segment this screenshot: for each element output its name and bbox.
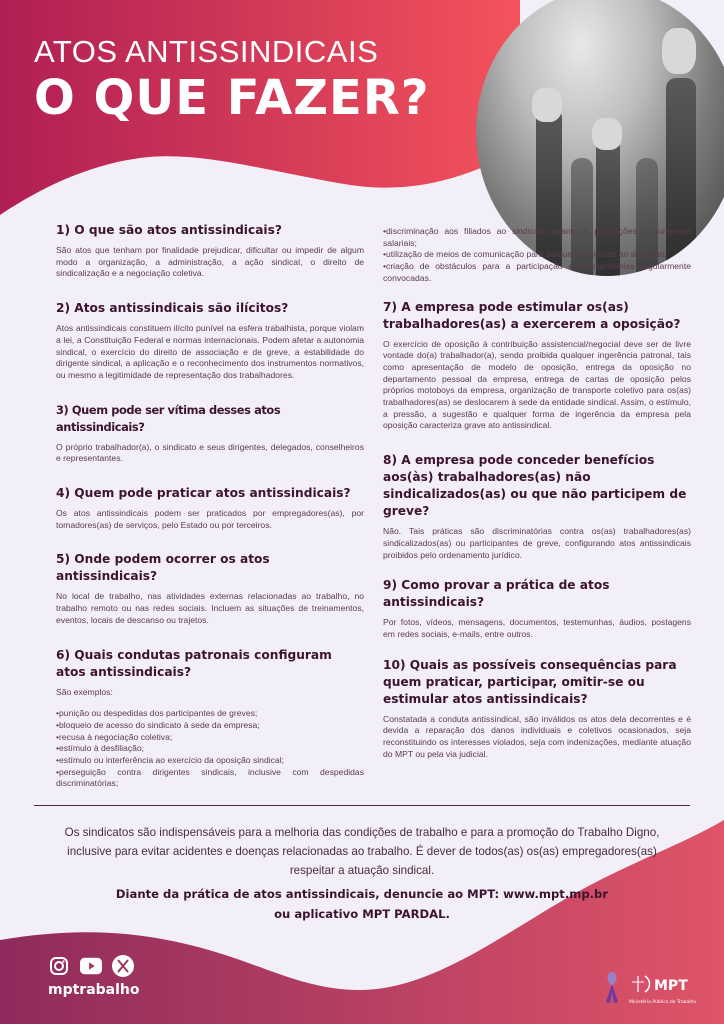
- faq-section-8: [383, 452, 691, 561]
- faq-question: 3) Quem pode ser vítima desses atos antissindicais?: [56, 402, 281, 434]
- faq-section-10: [383, 657, 691, 761]
- logo-text: MPT: [654, 978, 688, 994]
- faq-question: 10) Quais as possíveis consequências para quem praticar, participar, omitir-se ou estimular atos antissindicais?: [383, 657, 677, 706]
- faq-section-9: [383, 577, 691, 640]
- faq-question: 1) O que são atos antissindicais?: [56, 223, 282, 237]
- x-icon[interactable]: [112, 955, 134, 977]
- closing-text: Os sindicatos são indispensáveis para a melhoria das condições de trabalho e para a promoção do Trabalho Digno, inclusive para evitar acidentes e doenças relacionadas ao trabalho. É dever de todos(as) os(as) empregadores(as) respeitar a atuação sindical.: [64, 826, 660, 877]
- faq-question: 6) Quais condutas patronais configuram atos antissindicais?: [56, 647, 332, 679]
- ribbon-icon: [605, 970, 619, 1009]
- footer-logos: [605, 970, 696, 1009]
- cta-line-1: Diante da prática de atos antissindicais, denuncie ao MPT: www.mpt.mp.br: [115, 887, 609, 901]
- list-item: • discriminação aos filiados ao sindicato quanto a promoções e aumentos salariais;: [383, 226, 691, 249]
- examples-list: [56, 708, 364, 790]
- list-item: • punição ou despedidas dos participantes de greves;: [56, 708, 364, 720]
- faq-section-3: [56, 402, 364, 465]
- faq-answer: São exemplos:: [56, 686, 113, 697]
- faq-question: 7) A empresa pode estimular os(as) trabalhadores(as) a exercerem a oposição?: [383, 299, 681, 331]
- divider: [34, 805, 690, 806]
- faq-answer: São atos que tenham por finalidade prejudicar, dificultar ou impedir de algum modo a organização, a administração, a ação sindical, o direito de sindicalização e a negociação coletiva.: [56, 245, 364, 279]
- list-item: • bloqueio de acesso do sindicato à sede da empresa;: [56, 720, 364, 732]
- faq-answer: No local de trabalho, nas atividades externas relacionadas ao trabalho, no trabalho remoto ou nas redes sociais. Incluem as situações de treinamentos, eventos, locais de descanso ou trajetos.: [56, 591, 364, 625]
- faq-answer: Não. Tais práticas são discriminatórias contra os(as) trabalhadores(as) sindicalizados(as) ou participantes de greve, configurando atos antissindicais proibidos pelo ordenamento jurídico.: [383, 526, 691, 560]
- examples-list-continued: [383, 226, 691, 285]
- logo-subtitle: Ministério Público do Trabalho: [629, 1000, 697, 1005]
- social-icons: [48, 955, 134, 977]
- faq-answer: Atos antissindicais constituem ilícito punível na esfera trabalhista, porque violam a lei, a Constituição Federal e normas internacionais. Podem afetar a autonomia sindical, o exercício do direito de associação e de greve, a estabilidade do dirigente sindical, a aplicação e o reconhecimento dos instrumentos normativos, ou mesmo a legitimidade de representação dos trabalhadores.: [56, 323, 364, 380]
- youtube-icon[interactable]: [80, 955, 102, 977]
- social-handle: mptrabalho: [48, 982, 140, 998]
- faq-section-2: [56, 300, 364, 382]
- list-item: • utilização de meios de comunicação para ataques e ofensas ao sindicato;: [383, 249, 691, 261]
- faq-answer: O exercício de oposição à contribuição assistencial/negocial deve ser de livre vontade do(a) trabalhador(a), sendo proibida qualquer ingerência patronal, tais como apresentação de modelo de oposição, entrega da oposição no departamento pessoal da empresa, entrega de cartas de oposição pelos próprios motoboys da empresa, organização de transporte coletivo para os(as) trabalhadores(as) se deslocarem à sede da entidade sindical. Assim, o estímulo, a pressão, a sugestão e qualquer forma de ingerência da empresa pela oposição caracteriza grave ato antissindical.: [383, 338, 691, 431]
- cta-line-2: ou aplicativo MPT PARDAL.: [274, 907, 450, 921]
- faq-answer: O próprio trabalhador(a), o sindicato e seus dirigentes, delegados, conselheiros e representantes.: [56, 441, 364, 464]
- faq-section-6-continued: [383, 226, 691, 285]
- faq-question: 2) Atos antissindicais são ilícitos?: [56, 301, 289, 316]
- faq-question: 4) Quem pode praticar atos antissindicais?: [56, 486, 351, 501]
- faq-section-6: [56, 647, 364, 791]
- faq-section-4: [56, 485, 364, 531]
- list-item: • recusa à negociação coletiva;: [56, 732, 364, 744]
- scales-icon: [629, 974, 651, 998]
- instagram-icon[interactable]: [48, 955, 70, 977]
- list-item: • perseguição contra dirigentes sindicais, inclusive com despedidas discriminatórias;: [56, 767, 364, 790]
- header-subtitle: ATOS ANTISSINDICAIS: [34, 34, 379, 69]
- mpt-logo: [629, 974, 696, 1005]
- faq-question: 8) A empresa pode conceder benefícios aos(às) trabalhadores(as) não sindicalizados(as) ou que não participem de greve?: [383, 453, 687, 519]
- faq-answer: Os atos antissindicais podem ser praticados por empregadores(as), por tomadores(as) de serviços, pelo Estado ou por terceiros.: [56, 508, 364, 530]
- right-column: [383, 226, 691, 780]
- faq-section-7: [383, 299, 691, 433]
- list-item: • estímulo ou interferência ao exercício da oposição sindical;: [56, 755, 364, 767]
- faq-section-1: [56, 222, 364, 280]
- faq-section-5: [56, 551, 364, 626]
- faq-question: 5) Onde podem ocorrer os atos antissindicais?: [56, 552, 270, 584]
- faq-answer: Constatada a conduta antissindical, são inválidos os atos dela decorrentes e é devida a reparação dos danos individuais e coletivos ocasionados, seja reconstituindo os interesses violados, seja com indenizações, mediante atuação do MPT ou pela via judicial.: [383, 713, 691, 759]
- call-to-action: [60, 884, 664, 924]
- list-item: • estímulo à desfiliação;: [56, 743, 364, 755]
- left-column: [56, 222, 364, 810]
- faq-answer: Por fotos, vídeos, mensagens, documentos, testemunhas, áudios, postagens em redes sociais, e-mails, entre outros.: [383, 617, 691, 639]
- header-title: O QUE FAZER?: [34, 70, 430, 126]
- faq-question: 9) Como provar a prática de atos antissindicais?: [383, 578, 610, 610]
- header: [34, 34, 430, 126]
- list-item: • criação de obstáculos para a participação em assembleias regularmente convocadas.: [383, 261, 691, 284]
